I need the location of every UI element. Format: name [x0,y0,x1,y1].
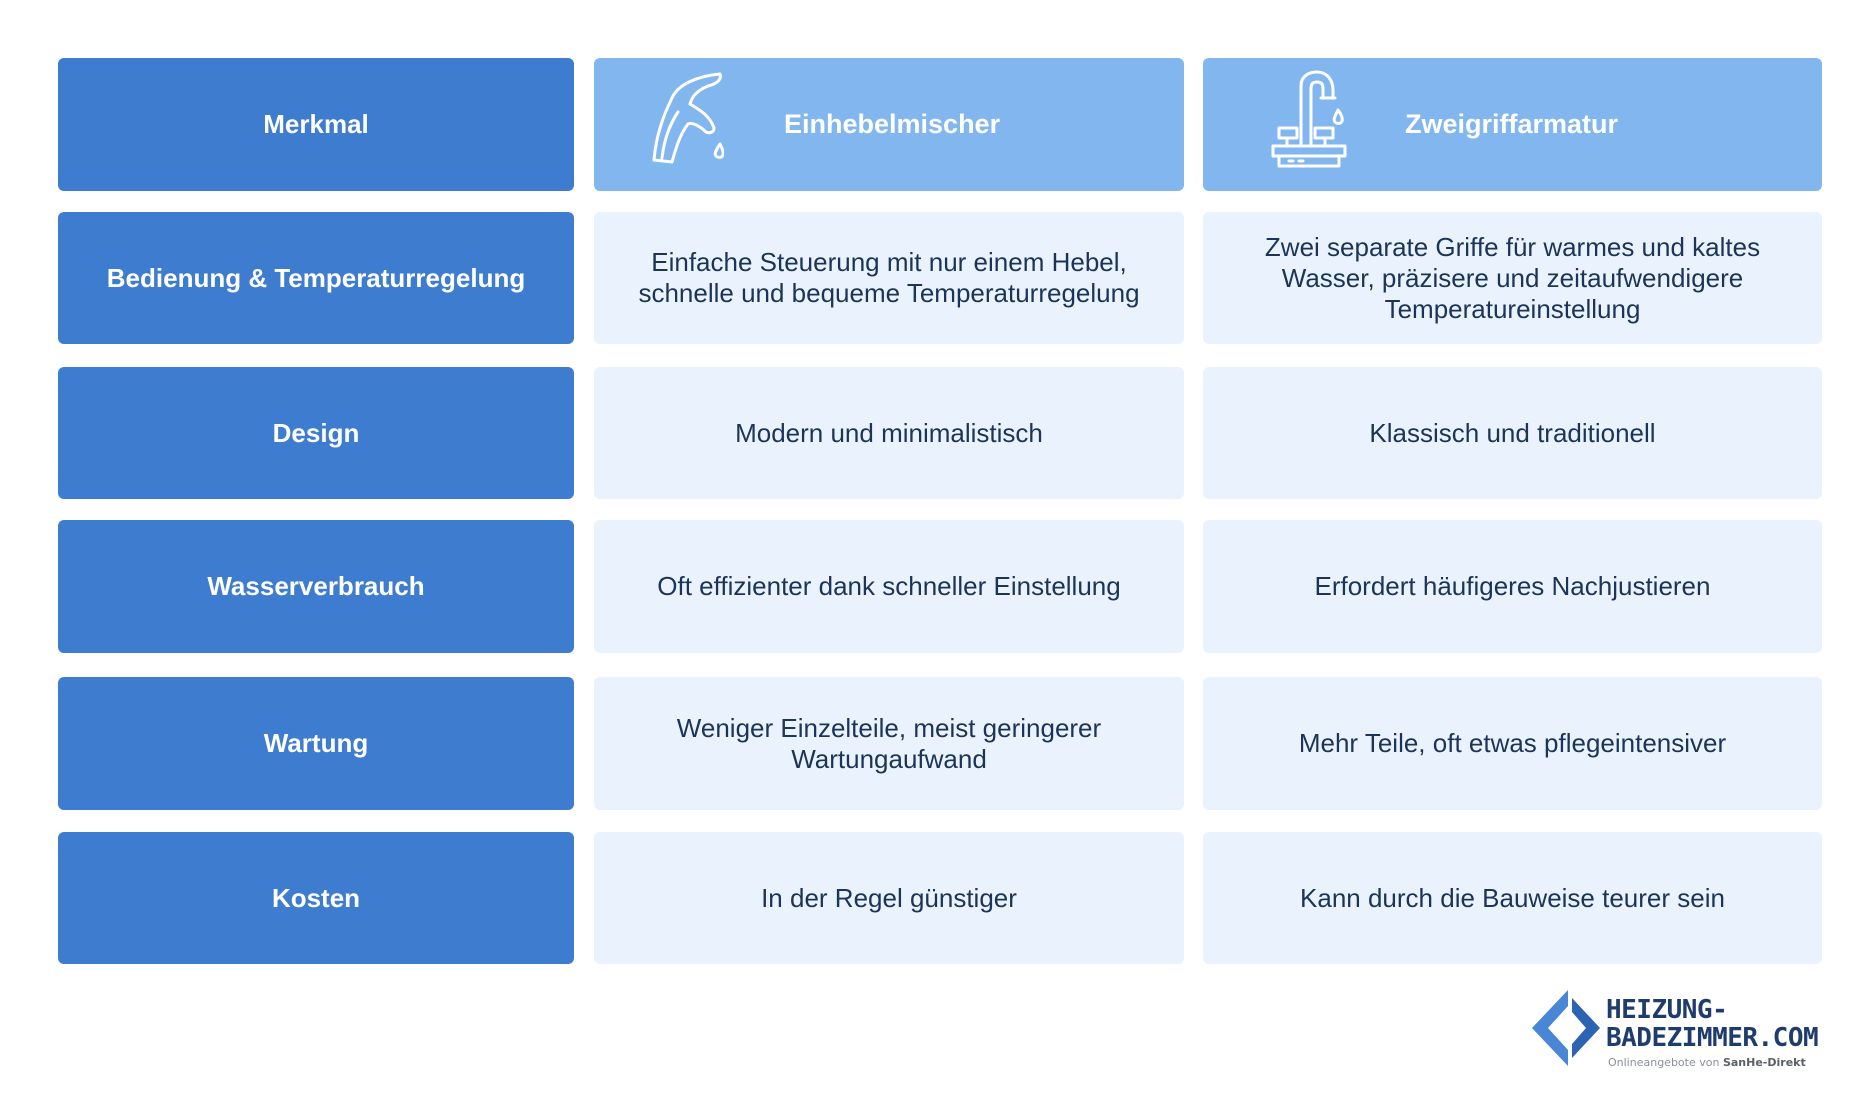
header-col1-label: Einhebelmischer [784,109,1001,139]
header-feature-cell [58,58,574,191]
cell-text: In der Regel günstiger [761,882,1017,913]
logo-line1: HEIZUNG- [1606,995,1728,1025]
header-col-einhebelmischer [594,58,1184,191]
row-feature-label: Kosten [271,882,361,913]
row-design-col1 [594,367,1184,499]
row-wasserverbrauch-col2 [1203,520,1822,653]
two-handle-faucet-icon [1269,70,1349,181]
row-feature-wartung [58,677,574,810]
single-lever-faucet-icon [648,70,724,181]
row-feature-bedienung [58,212,574,344]
row-feature-label: Wartung [263,728,369,758]
row-feature-label: Design [272,417,360,448]
cell-text: Oft effizienter dank schneller Einstellung [657,571,1121,601]
cell-text: Einfache Steuerung mit nur einem Hebel, schnelle und bequeme Temperaturregelung [638,247,1140,308]
row-bedienung-col2 [1203,212,1822,344]
row-bedienung-col1 [594,212,1184,344]
cell-text: Klassisch und traditionell [1369,417,1656,448]
logo-line2: BADEZIMMER.COM [1606,1023,1819,1053]
row-wartung-col2 [1203,677,1822,810]
header-feature-label: Merkmal [263,109,369,139]
logo-mark-icon [1528,988,1602,1073]
cell-text: Mehr Teile, oft etwas pflegeintensiver [1298,728,1727,758]
row-kosten-col2 [1203,832,1822,964]
row-feature-design [58,367,574,499]
row-wartung-col1 [594,677,1184,810]
row-kosten-col1 [594,832,1184,964]
logo-tagline-brand: SanHe-Direkt [1722,1056,1806,1069]
header-col2-label: Zweigriffarmatur [1405,109,1619,139]
row-feature-label: Wasserverbrauch [207,571,425,601]
row-feature-label: Bedienung & Temperaturregelung [106,262,526,293]
cell-text: Weniger Einzelteile, meist geringerer Wartungaufwand [676,712,1102,774]
row-feature-wasserverbrauch [58,520,574,653]
cell-text: Erfordert häufigeres Nachjustieren [1314,571,1711,601]
cell-text: Kann durch die Bauweise teurer sein [1300,882,1725,913]
logo-tagline-prefix: Onlineangebote von [1608,1056,1720,1069]
header-col-zweigriffarmatur [1203,58,1822,191]
row-feature-kosten [58,832,574,964]
cell-text: Zwei separate Griffe für warmes und kaltes Wasser, präzisere und zeitaufwendigere Temperatureinstellung [1264,231,1761,324]
brand-logo [1528,985,1848,1075]
logo-tagline [1608,1056,1806,1069]
row-wasserverbrauch-col1 [594,520,1184,653]
cell-text: Modern und minimalistisch [735,417,1043,448]
row-design-col2 [1203,367,1822,499]
